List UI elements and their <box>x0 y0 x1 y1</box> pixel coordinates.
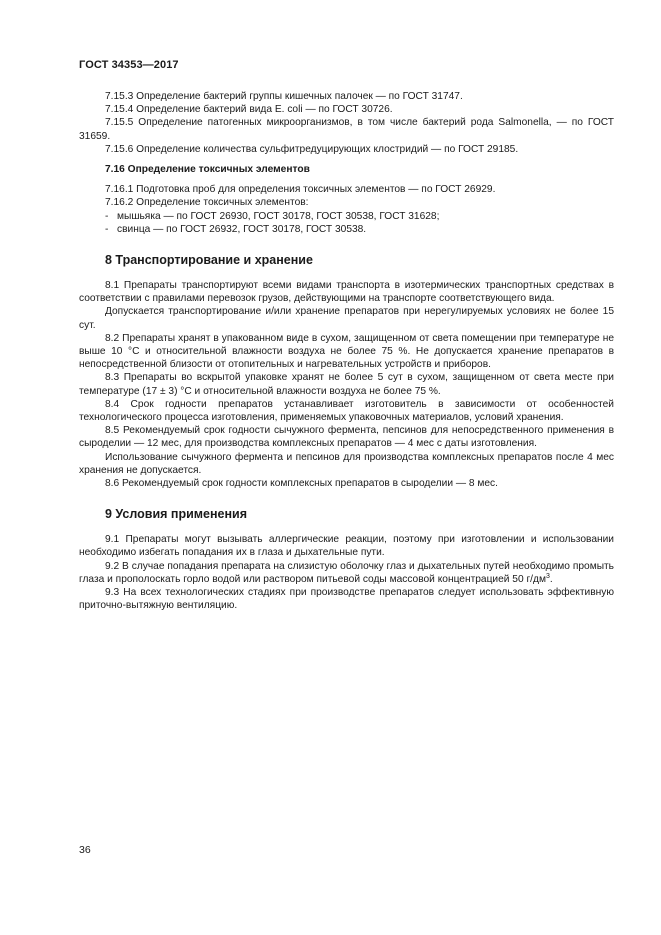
clause-8-2: 8.2 Препараты хранят в упакованном виде в сухом, защищенном от света помещении при температуре не выше 10 °С и относительной влажности воздуха не более 75 %. Не допускается хранение препаратов в непосредственной близости от отопительных и нагревательных устройств и приборов. <box>79 332 614 371</box>
dash-marker: - <box>105 210 109 222</box>
dash-item-text: свинца — по ГОСТ 26932, ГОСТ 30178, ГОСТ 30538. <box>117 223 367 235</box>
clause-8-1: 8.1 Препараты транспортируют всеми видами транспорта в изотермических транспортных средствах в соответствии с правилами перевозок грузов, действующими на транспорте соответствующего вида. <box>79 280 614 305</box>
clause-9-1: 9.1 Препараты могут вызывать аллергические реакции, поэтому при изготовлении и использовании необходимо избегать попадания их в глаза и дыхательные пути. <box>79 534 614 559</box>
clause-9-3: 9.3 На всех технологических стадиях при производстве препаратов следует использовать эффективную приточно-вытяжную вентиляцию. <box>79 587 614 612</box>
clause-9-2-text: 9.2 В случае попадания препарата на слизистую оболочку глаз и дыхательных путей необходимо промыть глаза и прополоскать горло водой или раствором питьевой соды массовой концентрацией 50 г/дм <box>79 560 614 585</box>
clause-7-16-2: 7.16.2 Определение токсичных элементов: <box>105 197 309 209</box>
page-number: 36 <box>79 844 91 856</box>
clause-7-15-4: 7.15.4 Определение бактерий вида E. coli — по ГОСТ 30726. <box>105 104 393 116</box>
clause-9-2 <box>79 560 614 586</box>
clause-7-15-6: 7.15.6 Определение количества сульфитредуцирующих клостридий — по ГОСТ 29185. <box>105 143 519 155</box>
clause-8-6: 8.6 Рекомендуемый срок годности комплексных препаратов в сыроделии — 8 мес. <box>105 478 498 490</box>
dash-item-text: мышьяка — по ГОСТ 26930, ГОСТ 30178, ГОСТ 30538, ГОСТ 31628; <box>117 210 440 222</box>
standard-header: ГОСТ 34353—2017 <box>79 59 179 71</box>
page-content <box>79 90 614 613</box>
clause-9-2-end: . <box>549 573 553 585</box>
clause-8-4: 8.4 Срок годности препаратов устанавливает изготовитель в зависимости от особенностей технологического процесса изготовления, применяемых упаковочных материалов, условий хранения. <box>79 398 614 424</box>
dash-item-arsenic <box>79 210 614 223</box>
clause-8-5: 8.5 Рекомендуемый срок годности сычужного фермента, пепсинов для непосредственного применения в сыроделии — 12 мес, для производства комплексных препаратов — 4 мес с даты изготовления. <box>79 425 614 450</box>
dash-item-lead <box>79 223 614 236</box>
section-heading-9: 9 Условия применения <box>105 507 248 522</box>
section-heading-8: 8 Транспортирование и хранение <box>105 253 313 268</box>
clause-8-5-note: Использование сычужного фермента и пепсинов для производства комплексных препаратов после 4 мес хранения не допускается. <box>79 451 614 476</box>
clause-8-3: 8.3 Препараты во вскрытой упаковке хранят не более 5 сут в сухом, защищенном от света месте при температуре (17 ± 3) °С и относительной влажности воздуха не более 75 %. <box>79 372 614 397</box>
clause-7-15-3: 7.15.3 Определение бактерий группы кишечных палочек — по ГОСТ 31747. <box>105 91 463 102</box>
clause-7-15-5: 7.15.5 Определение патогенных микроорганизмов, в том числе бактерий рода Salmonella, — по ГОСТ 31659. <box>79 117 614 142</box>
clause-7-16-1: 7.16.1 Подготовка проб для определения токсичных элементов — по ГОСТ 26929. <box>105 184 496 196</box>
dash-marker: - <box>105 223 109 235</box>
unit-superscript: 3 <box>545 572 550 580</box>
subsection-heading-7-16: 7.16 Определение токсичных элементов <box>105 164 310 176</box>
clause-8-1-note: Допускается транспортирование и/или хранение препаратов при нерегулируемых условиях не более 15 сут. <box>79 306 614 331</box>
